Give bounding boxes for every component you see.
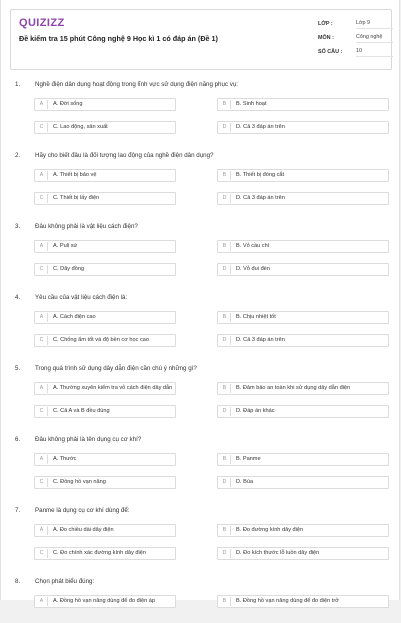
option-text: A. Puli sứ [53,243,78,249]
meta-label: SỐ CÂU : [318,49,343,55]
option-text: A. Đồng hồ vạn năng dùng để đo điện áp [53,598,156,604]
option-letter: A [36,526,48,535]
option-text: D. Cả 3 đáp án trên [236,195,285,201]
option-a[interactable] [34,523,176,537]
option-letter: B [219,171,231,180]
option-b[interactable] [217,97,389,111]
option-text: C. Đồng hồ vạn năng [53,479,106,485]
option-c[interactable] [34,546,176,560]
option-b[interactable] [217,168,389,182]
question-8 [1,573,401,623]
question-3 [1,218,401,289]
option-d[interactable] [217,191,389,205]
question-number: 7. [15,507,21,514]
option-text: D. Vỏ đui đèn [236,266,270,272]
worksheet-header [10,9,392,70]
option-letter: B [219,455,231,464]
option-d[interactable] [217,333,389,347]
question-header [15,578,385,585]
option-letter: C [36,478,48,487]
question-text: Yêu cầu của vật liệu cách điện là: [35,294,128,301]
question-header [15,436,385,443]
option-letter: B [219,597,231,606]
option-d[interactable] [217,546,389,560]
meta-label: LỚP : [318,21,333,27]
option-letter: D [219,336,231,345]
meta-row-count [318,45,393,59]
option-c[interactable] [34,404,176,418]
option-b[interactable] [217,452,389,466]
option-letter: C [36,407,48,416]
question-number: 8. [15,578,21,585]
option-text: D. Đáp án khác [236,408,275,414]
option-d[interactable] [217,475,389,489]
option-text: B. Panme [236,456,261,462]
option-text: A. Thước [53,456,77,462]
option-letter: A [36,171,48,180]
option-c[interactable] [34,191,176,205]
option-text: B. Đồng hồ vạn năng dùng để đo điện trở [236,598,339,604]
option-c[interactable] [34,475,176,489]
option-text: D. Đo kích thước lỗ luồn dây điện [236,550,320,556]
page-title: Đề kiểm tra 15 phút Công nghệ 9 Học kì 1 có đáp án (Đề 1) [19,34,218,43]
option-c[interactable] [34,120,176,134]
option-letter: D [219,194,231,203]
meta-value: Lớp 9 [356,20,393,29]
meta-info [318,17,393,59]
question-text: Đâu không phải là tên dụng cụ cơ khí? [35,436,142,443]
option-letter: D [219,407,231,416]
question-header [15,365,385,372]
meta-row-subject [318,31,393,45]
option-a[interactable] [34,239,176,253]
option-a[interactable] [34,381,176,395]
option-text: B. Đo đường kính dây điện [236,527,304,533]
option-letter: D [219,265,231,274]
option-text: D. Cả 3 đáp án trên [236,124,285,130]
option-letter: D [219,123,231,132]
option-text: B. Chịu nhiệt tốt [236,314,276,320]
option-text: A. Thiết bị bảo vệ [53,172,97,178]
option-text: A. Cách điện cao [53,314,96,320]
question-number: 3. [15,223,21,230]
question-number: 1. [15,81,21,88]
option-text: A. Đo chiều dài dây điện [53,527,114,533]
option-text: D. Cả 3 đáp án trên [236,337,285,343]
option-letter: A [36,242,48,251]
option-letter: C [36,265,48,274]
question-header [15,507,385,514]
option-letter: C [36,194,48,203]
question-header [15,223,385,230]
option-letter: A [36,100,48,109]
option-a[interactable] [34,310,176,324]
option-b[interactable] [217,239,389,253]
option-c[interactable] [34,333,176,347]
option-b[interactable] [217,310,389,324]
option-text: D. Búa [236,479,254,485]
option-a[interactable] [34,594,176,608]
question-5 [1,360,401,431]
question-text: Hãy cho biết đâu là đối tượng lao động của nghề điện dân dụng? [35,152,214,159]
option-letter: C [36,123,48,132]
option-letter: A [36,455,48,464]
question-number: 5. [15,365,21,372]
question-header [15,81,385,88]
question-number: 6. [15,436,21,443]
question-text: Panme là dụng cụ cơ khí dùng để: [35,507,130,514]
question-7 [1,502,401,573]
option-text: B. Sinh hoạt [236,101,267,107]
option-letter: B [219,526,231,535]
option-letter: B [219,313,231,322]
option-text: C. Chống ẩm tốt và độ bền cơ học cao [53,337,150,343]
meta-row-class [318,17,393,31]
option-letter: A [36,384,48,393]
meta-label: MÔN : [318,35,334,41]
meta-value: Công nghệ [356,34,393,43]
option-text: C. Dây đồng [53,266,85,272]
option-b[interactable] [217,594,389,608]
question-text: Trong quá trình sử dụng dây dẫn điện cần chú ý những gì? [35,365,197,372]
option-d[interactable] [217,262,389,276]
option-text: C. Thiết bị lấy điện [53,195,100,201]
option-letter: C [36,336,48,345]
option-letter: B [219,384,231,393]
question-6 [1,431,401,502]
option-text: C. Đo chính xác đường kính dây điện [53,550,146,556]
question-list [1,76,401,623]
option-d[interactable] [217,404,389,418]
question-text: Chọn phát biểu đúng: [35,578,95,585]
option-text: C. Cả A và B đều đúng [53,408,110,414]
option-letter: D [219,478,231,487]
option-letter: A [36,597,48,606]
option-c[interactable] [34,262,176,276]
option-letter: A [36,313,48,322]
option-b[interactable] [217,381,389,395]
question-2 [1,147,401,218]
option-a[interactable] [34,452,176,466]
option-text: A. Đời sống [53,101,83,107]
option-letter: B [219,100,231,109]
question-header [15,294,385,301]
option-a[interactable] [34,168,176,182]
question-number: 4. [15,294,21,301]
option-letter: C [36,549,48,558]
option-a[interactable] [34,97,176,111]
option-b[interactable] [217,523,389,537]
option-d[interactable] [217,120,389,134]
question-text: Nghề điện dân dụng hoạt động trong lĩnh vực sử dụng điện năng phục vụ: [35,81,238,88]
question-1 [1,76,401,147]
option-text: B. Thiết bị đóng cắt [236,172,285,178]
option-text: C. Lao động, sản xuất [53,124,108,130]
quizizz-logo: QUIZIZZ [19,17,65,29]
option-text: A. Thường xuyên kiểm tra vỏ cách điện dây dẫn [53,385,173,391]
option-text: B. Vỏ cầu chì [236,243,270,249]
option-letter: B [219,242,231,251]
option-letter: D [219,549,231,558]
question-4 [1,289,401,360]
question-number: 2. [15,152,21,159]
meta-value: 10 [356,48,393,57]
question-text: Đâu không phải là vật liệu cách điện? [35,223,138,230]
option-text: B. Đảm bảo an toàn khi sử dụng dây dẫn điện [236,385,351,391]
question-header [15,152,385,159]
